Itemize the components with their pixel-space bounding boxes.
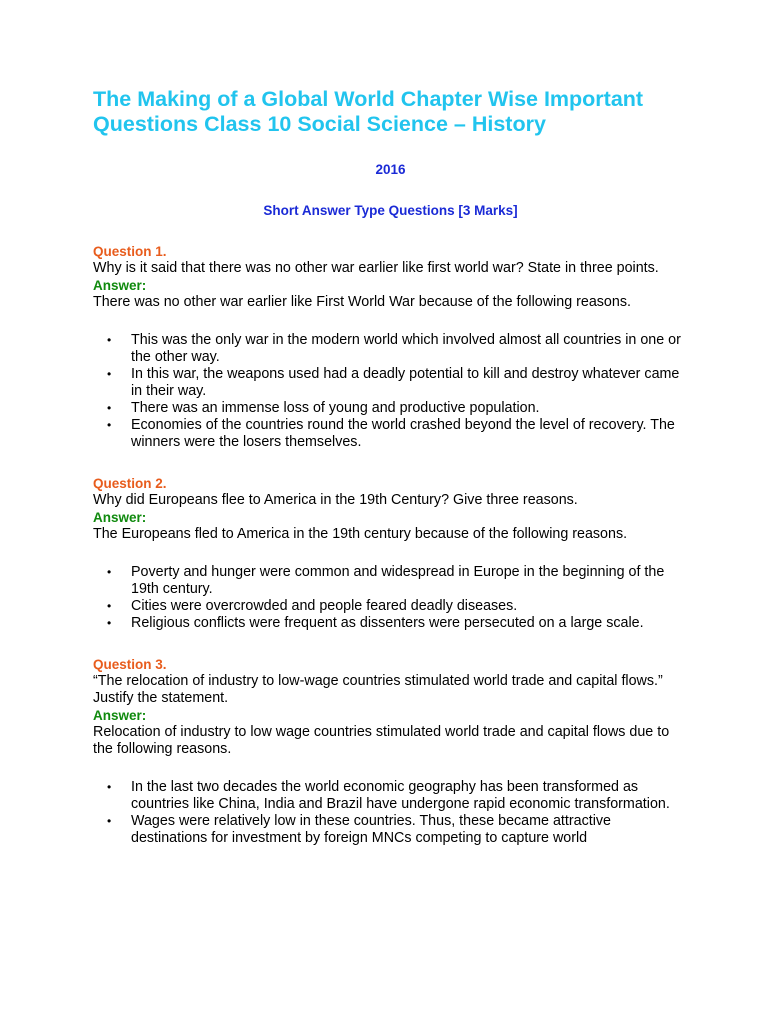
answer-label: Answer: xyxy=(93,278,147,293)
list-item xyxy=(93,615,688,632)
answer-points-list xyxy=(93,332,688,451)
list-item xyxy=(93,417,688,451)
list-item xyxy=(93,598,688,615)
question-block-3 xyxy=(93,656,688,847)
bullet-icon: • xyxy=(107,418,112,432)
list-item-text: In the last two decades the world economic geography has been transformed as countries like China, India and Brazil have undergone rapid economic transformation. xyxy=(131,779,670,812)
list-item xyxy=(93,366,688,400)
list-item-text: Cities were overcrowded and people feared deadly diseases. xyxy=(131,598,518,614)
question-text: Why is it said that there was no other war earlier like first world war? State in three points. xyxy=(93,260,659,276)
answer-text: Relocation of industry to low wage countries stimulated world trade and capital flows due to the following reasons. xyxy=(93,724,670,757)
bullet-icon: • xyxy=(107,333,112,347)
answer-text: The Europeans fled to America in the 19th century because of the following reasons. xyxy=(93,526,628,542)
bullet-icon: • xyxy=(107,780,112,794)
bullet-icon: • xyxy=(107,814,112,828)
list-item xyxy=(93,400,688,417)
section-heading: Short Answer Type Questions [3 Marks] xyxy=(263,203,518,218)
answer-text: There was no other war earlier like First World War because of the following reasons. xyxy=(93,294,631,310)
bullet-icon: • xyxy=(107,565,112,579)
question-label: Question 1. xyxy=(93,244,167,259)
list-item xyxy=(93,564,688,598)
list-item-text: Religious conflicts were frequent as dissenters were persecuted on a large scale. xyxy=(131,615,644,631)
list-item-text: In this war, the weapons used had a deadly potential to kill and destroy whatever came in their way. xyxy=(131,366,680,399)
list-item-text: Economies of the countries round the world crashed beyond the level of recovery. The winners were the losers themselves. xyxy=(131,417,675,450)
list-item-text: Wages were relatively low in these countries. Thus, these became attractive destinations for investment by foreign MNCs competing to capture world xyxy=(131,813,611,846)
answer-label: Answer: xyxy=(93,510,147,525)
bullet-icon: • xyxy=(107,401,112,415)
question-label: Question 2. xyxy=(93,476,167,491)
list-item-text: Poverty and hunger were common and widespread in Europe in the beginning of the 19th century. xyxy=(131,564,665,597)
bullet-icon: • xyxy=(107,599,112,613)
list-item-text: This was the only war in the modern world which involved almost all countries in one or the other way. xyxy=(131,332,681,365)
list-item xyxy=(93,332,688,366)
question-text: “The relocation of industry to low-wage countries stimulated world trade and capital flows.” Justify the statement. xyxy=(93,673,663,706)
answer-label: Answer: xyxy=(93,708,147,723)
bullet-icon: • xyxy=(107,616,112,630)
question-label: Question 3. xyxy=(93,657,167,672)
page-title: The Making of a Global World Chapter Wise Important Questions Class 10 Social Science – History xyxy=(93,87,644,136)
document-page xyxy=(93,87,688,847)
answer-points-list xyxy=(93,564,688,632)
year-heading: 2016 xyxy=(375,162,406,177)
bullet-icon: • xyxy=(107,367,112,381)
answer-points-list xyxy=(93,779,688,847)
list-item xyxy=(93,813,688,847)
question-block-2 xyxy=(93,475,688,632)
question-block-1 xyxy=(93,243,688,451)
question-text: Why did Europeans flee to America in the 19th Century? Give three reasons. xyxy=(93,492,578,508)
list-item xyxy=(93,779,688,813)
list-item-text: There was an immense loss of young and productive population. xyxy=(131,400,540,416)
